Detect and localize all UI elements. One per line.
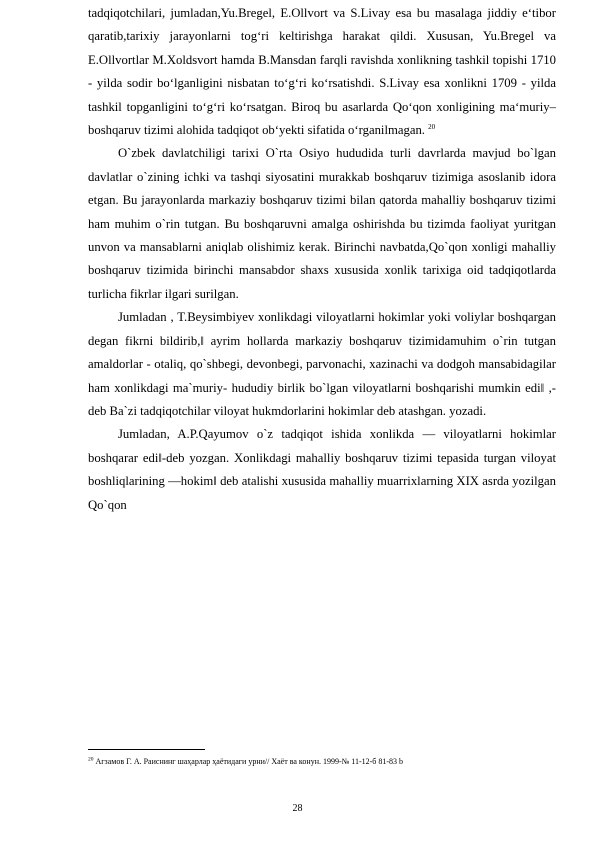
footnote-separator [88, 749, 205, 750]
paragraph-4: Jumladan, A.P.Qayumov o`z tadqiqot ishida xonlikda ― viloyatlarni hokimlar boshqarar edi‖-deb yozgan. Xonlikdagi mahalliy boshqaruv tizimi tepasida turgan viloyat boshliqlarining ―hokim‖ deb atalishi xususida mahalliy muarrixlarning XIX asrda yozilgan Qo`qon [88, 427, 556, 512]
body-text [88, 2, 556, 517]
paragraph-1 [88, 2, 556, 142]
footnote [88, 757, 556, 767]
page-number: 28 [292, 803, 303, 814]
footnote-number: 20 [88, 756, 94, 763]
footnote-ref-20[interactable]: 20 [428, 122, 436, 131]
paragraph-3: Jumladan , T.Beysimbiyev xonlikdagi viloyatlarni hokimlar yoki voliylar boshqargan degan fikrni bildirib,‖ ayrim hollarda markaziy boshqaruv tizimidamuhim o`rin tutgan amaldorlar - otaliq, qo`shbegi, devonbegi, parvonachi, xazinachi va dodgoh mansabidagilar ham xonlikdagi ma`muriy- hududiy birlik bo`lgan viloyatlarni boshqarishi mumkin edi‖ ,-deb Ba`zi tadqiqotchilar viloyat hukmdorlarini hokimlar deb atashgan. yozadi. [88, 310, 556, 418]
footnote-text: Агзамов Г. А. Раиснинг шаҳарлар ҳаётидаги урни// Хаёт ва конун. 1999-№ 11-12-б 81-83 b [93, 757, 404, 766]
paragraph-2: O`zbek davlatchiligi tarixi O`rta Osiyo hududida turli davrlarda mavjud bo`lgan davlatlar o`zining ichki va tashqi siyosatini murakkab boshqaruv tizimiga asoslanib idora etgan. Bu jarayonlarda markaziy boshqaruv tizimi bilan qatorda mahalliy boshqaruv tizimi ham muhim o`rin tutgan. Bu boshqaruvni amalga oshirishda bu tizimda faoliyat yuritgan unvon va mansablarni aniqlab olishimiz kerak. Birinchi navbatda,Qo`qon xonligi mahalliy boshqaruv tizimida birinchi mansabdor shaxs xususida xonlik tarixiga oid tadqiqotlarda turlicha fikrlar ilgari surilgan. [88, 146, 556, 301]
paragraph-1-text: tadqiqotchilari, jumladan,Yu.Bregel, E.Ollvort va S.Livay esa bu masalaga jiddiy e‘tibor qaratib,tarixiy jarayonlarni tog‘ri keltirishga harakat qildi. Xususan, Yu.Bregel va E.Ollvortlar M.Xoldsvort hamda B.Mansdan farqli ravishda xonlikning tashkil topishi 1710 - yilda sodir bo‘lganligini nisbatan to‘g‘ri ko‘rsatishdi. S.Livay esa xonlikni 1709 - yilda tashkil topganligini to‘g‘ri ko‘rsatgan. Biroq bu asarlarda Qo‘qon xonligining ma‘muriy–boshqaruv tizimi alohida tadqiqot ob‘yekti sifatida o‘rganilmagan. [88, 6, 556, 138]
